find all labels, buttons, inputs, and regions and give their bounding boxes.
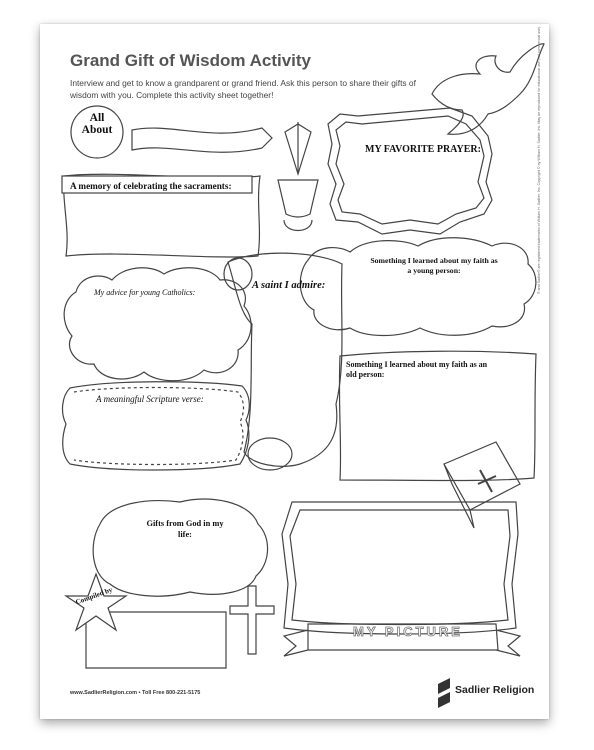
gifts-cloud [93, 499, 267, 596]
all-about-banner [132, 128, 272, 152]
advice-cloud [64, 268, 251, 381]
learned-young-label: Something I learned about my faith as a young person: [370, 256, 498, 275]
dove-icon [432, 44, 544, 135]
gifts-label: Gifts from God in my life: [146, 519, 224, 539]
favorite-prayer-label: MY FAVORITE PRAYER: [365, 144, 481, 155]
page-title: Grand Gift of Wisdom Activity [70, 51, 312, 70]
intro-text: Interview and get to know a grandparent or grand friend. Ask this person to share their gifts of wisdom with you. Complete this activity sheet together! [70, 78, 416, 100]
cross-icon [230, 586, 274, 654]
activity-sheet [40, 24, 549, 719]
prayer-frame-inner [336, 116, 484, 224]
my-picture-label: MY PICTURE [353, 624, 463, 639]
memory-label: A memory of celebrating the sacraments: [70, 181, 232, 191]
prayer-frame [328, 108, 492, 234]
all-about-label: All About [81, 112, 113, 136]
advice-label: My advice for young Catholics: [94, 288, 196, 297]
copyright-notice: ® and Sadlier® are registered trademarks of William H. Sadlier, Inc. Copyright © by William H. Sadlier, Inc. May be reproduced for educational use (not commercial use). [537, 25, 541, 294]
compiled-by-label: Compiled by [74, 585, 114, 607]
scripture-label: A meaningful Scripture verse: [96, 394, 204, 404]
saint-label: A saint I admire: [252, 280, 326, 291]
picture-frame [282, 502, 518, 634]
footer-contact: www.SadlierReligion.com • Toll Free 800-221-5175 [70, 690, 201, 696]
sadlier-logo-icon [438, 678, 450, 708]
learned-old-label: Something I learned about my faith as an old person: [346, 360, 488, 379]
brand-name: Sadlier Religion [455, 684, 535, 696]
learned-young-cloud [300, 238, 536, 336]
